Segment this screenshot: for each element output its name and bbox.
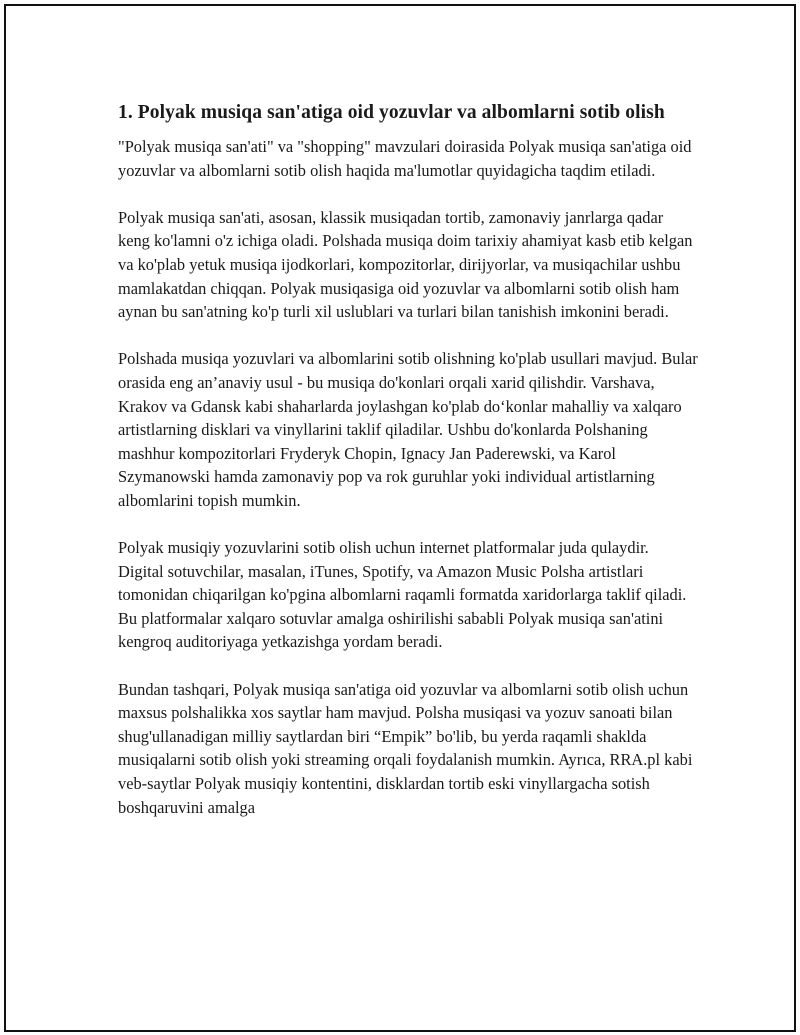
document-body	[118, 98, 698, 843]
paragraph-stores: Polshada musiqa yozuvlari va albomlarini sotib olishning ko'plab usullari mavjud. Bular orasida eng an’anaviy usul - bu musiqa do'konlari orqali xarid qilishdir. Varshava, Krakov va Gdansk kabi shaharlarda joylashgan ko'plab do‘konlar mahalliy va xalqaro artistlarning disklari va vinyllarini taklif qiladilar. Ushbu do'konlarda Polshaning mashhur kompozitorlari Fryderyk Chopin, Ignacy Jan Paderewski, va Karol Szymanowski hamda zamonaviy pop va rok guruhlar yoki individual artistlarning albomlarini topish mumkin.	[118, 349, 698, 510]
document-page	[4, 4, 796, 1032]
paragraph-overview: Polyak musiqa san'ati, asosan, klassik musiqadan tortib, zamonaviy janrlarga qadar keng ko'lamni o'z ichiga oladi. Polshada musiqa doim tarixiy ahamiyat kasb etib kelgan va ko'plab yetuk musiqa ijodkorlari, kompozitorlar, dirijyorlar, va musiqachilar ushbu mamlakatdan chiqqan. Polyak musiqasiga oid yozuvlar va albomlarni sotib olish ham aynan bu san'atning ko'p turli xil uslublari va turlari bilan tanishish imkonini beradi.	[118, 207, 693, 322]
paragraph-online: Polyak musiqiy yozuvlarini sotib olish uchun internet platformalar juda qulaydir. Digital sotuvchilar, masalan, iTunes, Spotify, va Amazon Music Polsha artistlari tomonidan chiqarilgan ko'pgina albomlarni raqamli formatda xaridorlarga taklif qiladi. Bu platformalar xalqaro sotuvlar amalga oshirilishi sababli Polyak musiqa san'atini kengroq auditoriyaga yetkazishga yordam beradi.	[118, 538, 687, 652]
paragraph-intro: "Polyak musiqa san'ati" va "shopping" mavzulari doirasida Polyak musiqa san'atiga oid yozuvlar va albomlarni sotib olish haqida ma'lumotlar quyidagicha taqdim etiladi.	[118, 137, 692, 180]
section-heading: 1. Polyak musiqa san'atiga oid yozuvlar va albomlarni sotib olish	[118, 102, 665, 123]
paragraph-national-sites: Bundan tashqari, Polyak musiqa san'atiga oid yozuvlar va albomlarni sotib olish uchun maxsus polshalikka xos saytlar ham mavjud. Polsha musiqasi va yozuv sanoati bilan shug'ullanadigan milliy saytlardan biri “Empik” bo'lib, bu yerda raqamli shaklda musiqalarni sotib olish yoki streaming orqali foydalanish mumkin. Ayrıca, RRA.pl kabi veb-saytlar Polyak musiqiy kontentini, disklardan tortib eski vinyllargacha sotish boshqaruvini amalga	[118, 679, 693, 817]
